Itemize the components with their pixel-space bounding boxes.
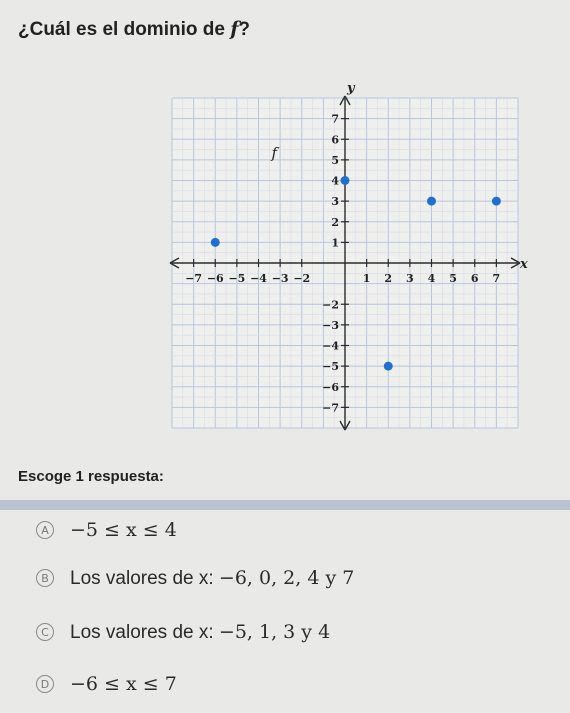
x-tick-label: 1 — [362, 272, 371, 285]
function-name: f — [230, 18, 239, 40]
data-point — [427, 197, 436, 206]
option-b-radio[interactable]: B — [36, 569, 54, 587]
y-tick-label: 1 — [331, 236, 339, 250]
question-title — [18, 18, 250, 41]
y-tick-label: −7 — [322, 401, 339, 415]
x-tick-label: −4 — [250, 272, 267, 285]
y-tick-label: 6 — [331, 133, 339, 147]
y-tick-label: −2 — [322, 298, 339, 312]
option-a[interactable] — [36, 512, 536, 548]
x-tick-label: −5 — [228, 272, 246, 285]
option-b-lead: Los valores de x: — [70, 567, 219, 589]
option-c-radio[interactable]: C — [36, 623, 54, 641]
question-suffix: ? — [238, 19, 250, 40]
x-tick-label: 3 — [406, 272, 414, 285]
data-point — [341, 176, 350, 185]
x-tick-label: −6 — [206, 272, 224, 285]
option-c[interactable] — [36, 614, 536, 650]
y-tick-label: −6 — [322, 380, 339, 394]
option-c-math: −5, 1, 3 y 4 — [218, 620, 331, 643]
x-axis-label: x — [520, 257, 528, 272]
coordinate-graph — [160, 78, 530, 448]
option-c-lead: Los valores de x: — [70, 621, 219, 643]
x-tick-label: 4 — [427, 272, 436, 285]
y-tick-label: 5 — [331, 153, 339, 167]
y-tick-label: 3 — [331, 195, 339, 209]
x-tick-label: −3 — [271, 272, 289, 285]
option-d-math: −6 ≤ x ≤ 7 — [70, 672, 177, 695]
function-label: f — [271, 143, 278, 162]
option-a-radio[interactable]: A — [36, 521, 54, 539]
option-d-radio[interactable]: D — [36, 675, 54, 693]
x-tick-label: −2 — [293, 272, 311, 285]
x-tick-label: 5 — [449, 272, 457, 285]
data-point — [492, 197, 501, 206]
y-tick-label: 7 — [331, 112, 339, 126]
y-tick-label: 4 — [331, 174, 339, 188]
option-b[interactable] — [36, 560, 536, 596]
option-a-math: −5 ≤ x ≤ 4 — [70, 518, 177, 541]
y-tick-label: −5 — [322, 360, 339, 374]
data-point — [384, 362, 393, 371]
x-tick-label: 2 — [384, 272, 393, 285]
question-prefix: ¿Cuál es el dominio de — [18, 19, 231, 40]
answer-prompt: Escoge 1 respuesta: — [18, 468, 164, 485]
x-tick-label: 6 — [470, 272, 479, 285]
option-d[interactable] — [36, 666, 536, 702]
y-tick-label: −4 — [322, 339, 339, 353]
option-b-math: −6, 0, 2, 4 y 7 — [218, 566, 355, 589]
data-point — [211, 238, 220, 247]
divider — [0, 500, 570, 510]
y-tick-label: −3 — [322, 318, 339, 332]
y-axis-label: y — [347, 81, 355, 96]
x-tick-label: −7 — [185, 272, 203, 285]
x-tick-label: 7 — [492, 272, 501, 285]
y-tick-label: 2 — [331, 215, 339, 229]
